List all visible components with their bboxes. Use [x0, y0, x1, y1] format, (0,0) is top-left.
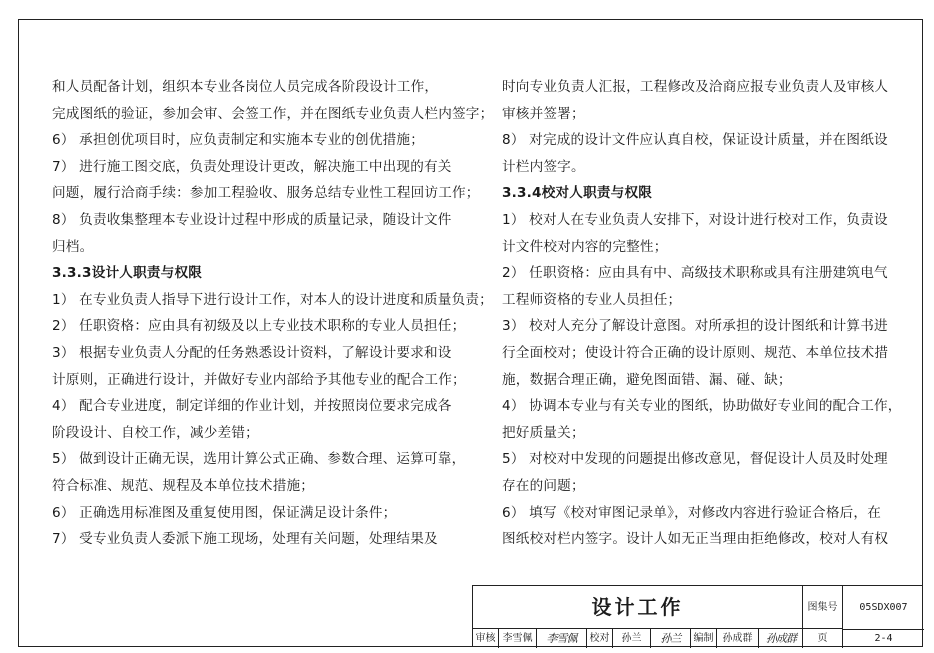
page-label: 页: [803, 629, 843, 648]
text-line: 问题，履行洽商手续：参加工程验收、服务总结专业性工程回访工作；: [52, 185, 480, 202]
text-line: 和人员配备计划，组织本专业各岗位人员完成各阶段设计工作，: [52, 79, 439, 95]
text-line: 3） 校对人充分了解设计意图。对所承担的设计图纸和计算书进: [502, 318, 888, 335]
section-heading: 3.3.3设计人职责与权限: [52, 265, 203, 282]
text-line: 5） 对校对中发现的问题提出修改意见，督促设计人员及时处理: [502, 451, 888, 468]
text-line: 计栏内签字。: [502, 158, 585, 175]
text-line: 图纸校对栏内签字。设计人如无正当理由拒绝修改，校对人有权: [502, 531, 889, 548]
text-line: 符合标准、规范、规程及本单位技术措施；: [52, 477, 315, 494]
compile-label: 编制: [691, 629, 717, 648]
text-line: 计原则，正确进行设计，并做好专业内部给予其他专业的配合工作；: [52, 371, 466, 388]
atlas-no-label: 图集号: [803, 586, 843, 629]
compiler-name: 孙成群: [717, 629, 759, 648]
text-line: 归档。: [52, 238, 94, 255]
text-line: 1） 校对人在专业负责人安排下，对设计进行校对工作，负责设: [502, 211, 888, 228]
reviewer-name: 李雪佩: [499, 629, 537, 648]
atlas-no: 05SDX007: [843, 586, 924, 630]
page-number: 2-4: [874, 633, 893, 644]
text-line: 2） 任职资格：应由具有中、高级技术职称或具有注册建筑电气: [502, 265, 888, 282]
text-line: 阶段设计、自校工作，减少差错；: [52, 424, 259, 441]
text-line: 完成图纸的验证，参加会审、会签工作，并在图纸专业负责人栏内签字；: [52, 105, 494, 122]
text-line: 7） 受专业负责人委派下施工现场，处理有关问题，处理结果及: [52, 531, 438, 548]
text-line: 2） 任职资格：应由具有初级及以上专业技术职称的专业人员担任；: [52, 318, 466, 335]
text-line: 1） 在专业负责人指导下进行设计工作，对本人的设计进度和质量负责；: [52, 291, 493, 308]
section-heading: 3.3.4校对人职责与权限: [502, 185, 653, 202]
text-line: 把好质量关；: [502, 424, 585, 441]
text-line: 3） 根据专业负责人分配的任务熟悉设计资料，了解设计要求和设: [52, 344, 452, 361]
right-column: [502, 74, 902, 553]
checker-name: 孙兰: [613, 629, 651, 648]
text-line: 8） 负责收集整理本专业设计过程中形成的质量记录，随设计文件: [52, 211, 452, 228]
drawing-title: 设计工作: [473, 586, 803, 629]
check-label: 校对: [587, 629, 613, 648]
text-line: 4） 配合专业进度，制定详细的作业计划，并按照岗位要求完成各: [52, 398, 452, 415]
signature-row: [473, 629, 803, 648]
text-line: 6） 承担创优项目时，应负责制定和实施本专业的创优措施；: [52, 132, 425, 149]
text-line: 5） 做到设计正确无误，选用计算公式正确、参数合理、运算可靠，: [52, 451, 466, 468]
text-line: 计文件校对内容的完整性；: [502, 238, 668, 255]
reviewer-signature: 李雪佩: [537, 629, 587, 648]
text-line: 施，数据合理正确，避免图面错、漏、碰、缺；: [502, 371, 792, 388]
review-label: 审核: [473, 629, 499, 648]
title-block: [472, 585, 923, 647]
text-line: 8） 对完成的设计文件应认真自校，保证设计质量，并在图纸设: [502, 132, 888, 149]
text-line: 6） 填写《校对审图记录单》，对修改内容进行验证合格后，在: [502, 504, 881, 521]
text-line: 6） 正确选用标准图及重复使用图，保证满足设计条件；: [52, 504, 397, 521]
text-line: 行全面校对；使设计符合正确的设计原则、规范、本单位技术措: [502, 344, 889, 361]
text-line: 审核并签署；: [502, 105, 585, 122]
checker-signature: 孙兰: [651, 629, 691, 648]
text-line: 存在的问题；: [502, 477, 585, 494]
text-line: 4） 协调本专业与有关专业的图纸，协助做好专业间的配合工作，: [502, 398, 902, 415]
text-line: 7） 进行施工图交底，负责处理设计更改，解决施工中出现的有关: [52, 158, 452, 175]
compiler-signature: 孙成群: [766, 632, 796, 645]
text-line: 工程师资格的专业人员担任；: [502, 291, 682, 308]
left-column: [52, 74, 494, 553]
text-line: 时向专业负责人汇报，工程修改及洽商应报专业负责人及审核人: [502, 79, 889, 95]
